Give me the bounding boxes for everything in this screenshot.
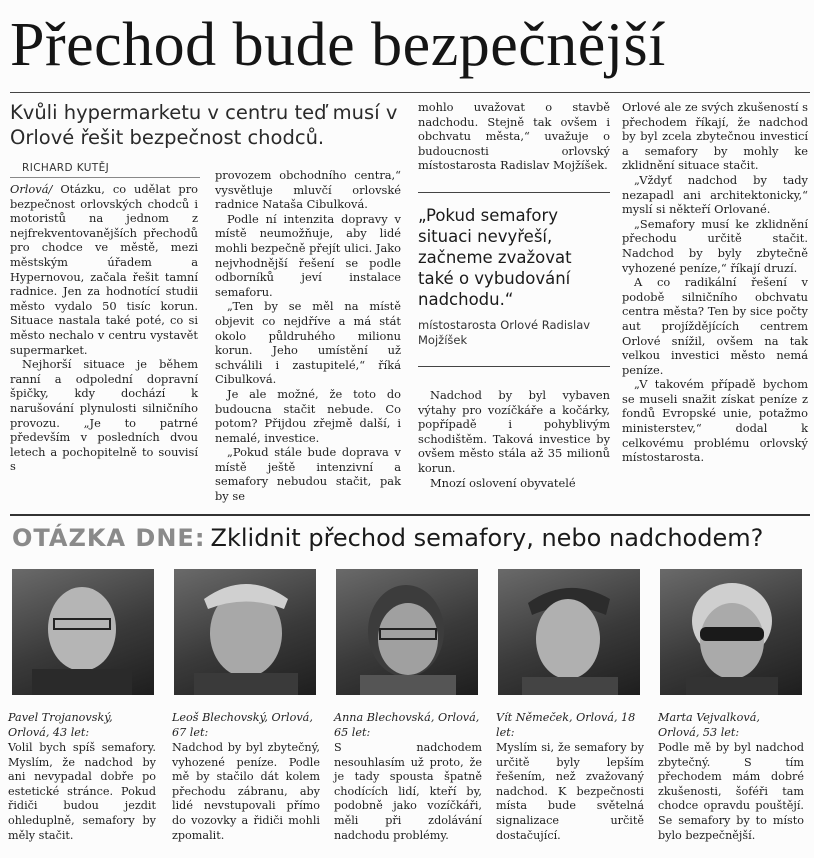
paragraph: „V takovém případě bychom se museli snažit získat peníze z fondů Evropské unie, potažmo ministerstev,“ dodal k celkovému problému orlovský místostarosta.	[622, 377, 808, 465]
question-of-the-day	[12, 524, 812, 562]
respondent-answer: Volil bych spíš semafory. Myslím, že nadchod by ani nevypadal dobře po estetické stránce. Pokud řidiči budou jezdit ohleduplně, semafory by měly stačit.	[8, 741, 156, 842]
article-column-2	[215, 168, 401, 504]
paragraph: Mnozí oslovení obyvatelé	[430, 475, 576, 490]
article-column-1	[10, 182, 198, 474]
respondent-answer: Podle mě by byl nadchod zbytečný. S tím přechodem mám dobré zkušenosti, šoféři tam chodce opravdu pouštějí. Se semafory by to místo bylo bezpečnější.	[658, 741, 804, 842]
article-headline: Přechod bude bezpečnější	[10, 11, 666, 79]
portrait-silhouette-icon	[660, 569, 802, 695]
article-column-3-top	[418, 100, 610, 173]
portrait-silhouette-icon	[336, 569, 478, 695]
paragraph: „Vždyť nadchod by tady nezapadl ani architektonicky,“ myslí si někteří Orlované.	[622, 172, 808, 217]
respondent-name: Anna Blechovská, Orlová, 65 let:	[334, 711, 480, 739]
byline: RICHARD KUTĚJ	[22, 162, 110, 174]
paragraph: Nadchod by byl vybaven výtahy pro vozíčkáře a kočárky, popřípadě i pohyblivým schodištěm. Taková investice by ovšem město stála až 35 milionů korun.	[418, 388, 610, 475]
pull-quote-attribution: místostarosta Orlové Radislav Mojžíšek	[418, 318, 591, 347]
respondent-name: Pavel Trojanovský, Orlová, 43 let:	[8, 711, 113, 739]
question-label: OTÁZKA DNE:	[12, 524, 206, 552]
pull-quote-bottom-rule	[418, 366, 610, 367]
dateline: Orlová/	[10, 182, 53, 196]
paragraph: provozem obchodního centra,“ vysvětluje mluvčí orlovské radnice Nataša Cibulková.	[215, 168, 401, 212]
paragraph: „Semafory musí ke zklidnění přechodu určitě stačit. Nadchod by byly zbytečně vyhozené peníze,“ říkají druzí.	[622, 216, 808, 275]
paragraph: A co radikální řešení v podobě silničního obchvatu centra města? Ten by sice počty aut projíždějících centrem Orlové snížil, ovšem na tak velkou investici město nemá peníze.	[622, 275, 808, 377]
paragraph: „Pokud stále bude doprava v místě ještě intenzivní a semafory nebudou stačit, pak by se	[215, 445, 401, 504]
respondent-name: Marta Vejvalková, Orlová, 53 let:	[658, 711, 760, 739]
portrait-silhouette-icon	[174, 569, 316, 695]
paragraph: mohlo uvažovat o stavbě nadchodu. Stejně tak ovšem i obchvatu města,“ uvažuje o budoucnosti orlovský místostarosta Radislav Mojžíšek.	[418, 100, 610, 173]
paragraph: Je ale možné, že toto do budoucna stačit nebude. Co potom? Přijdou zřejmě další, i nemalé, investice.	[215, 386, 401, 445]
paragraph: Podle ní intenzita dopravy v místě neumožňuje, aby lidé mohli bezpečně přejít ulici. Jako nejvhodnější řešení se podle odborníků jeví instalace semaforu.	[215, 211, 401, 299]
respondent-answer: Nadchod by byl zbytečný, vyhozené peníze. Podle mě by stačilo dát kolem přechodu zábranu, aby lidé nevstupovali přímo do vozovky a řidiči mohli zpomalit.	[172, 741, 320, 842]
paragraph: Nejhorší situace je během ranní a odpolední dopravní špičky, kdy dochází k narušování plynulosti silničního provozu. „Je to patrné především v posledních dvou letech a pochopitelně to souvisí s	[10, 357, 198, 474]
respondent-name: Leoš Blechovský, Orlová, 67 let:	[172, 711, 313, 739]
respondent-photo	[12, 569, 154, 695]
paragraph-text: Otázku, co udělat pro bezpečnost orlovských chodců i motoristů na jednom z nejfrekventovanějších přechodů pro chodce ve městě, mezi městským úřadem a Hypernovou, začala řešit tamní radnice. Jen za hodnotící studii město vydalo 50 tisíc korun. Situace nastala také poté, co si město nechalo v centru vystavět supermarket.	[10, 182, 198, 357]
article-column-4	[622, 100, 808, 465]
respondent-photo	[336, 569, 478, 695]
portrait-silhouette-icon	[12, 569, 154, 695]
article-deck: Kvůli hypermarketu v centru teď musí v Orlové řešit bezpečnost chodců.	[10, 101, 398, 149]
paragraph: „Ten by se měl na místě objevit co nejdříve a má stát okolo půldruhého milionu korun. Jeho umístění už schválili i zastupitelé,“ říká Cibulková.	[215, 299, 401, 387]
respondent-photo	[660, 569, 802, 695]
pull-quote: „Pokud semafory situaci nevyřeší, začneme zvažovat také o vybudování nadchodu.“	[418, 206, 572, 309]
headline-rule	[10, 92, 810, 93]
respondent-answer: Myslím si, že semafory by určitě byly lepším řešením, než zvažovaný nadchod. K bezpečnosti místa bude světelná signalizace určitě dostačující.	[496, 741, 644, 842]
question-text: Zklidnit přechod semafory, nebo nadchodem?	[210, 524, 764, 552]
article-column-3-bottom	[418, 388, 610, 490]
paragraph	[10, 182, 198, 357]
section-divider	[10, 514, 810, 516]
respondent-name: Vít Němeček, Orlová, 18 let:	[496, 711, 636, 739]
respondent-answer: S nadchodem nesouhlasím už proto, že je tady spousta špatně chodících lidí, kteří by, podobně jako vozíčkáři, měli při zdolávání nadchodu problémy.	[334, 741, 482, 842]
portrait-silhouette-icon	[498, 569, 640, 695]
byline-rule	[10, 177, 200, 178]
pull-quote-top-rule	[418, 192, 610, 193]
respondent-photo	[174, 569, 316, 695]
respondent-photo	[498, 569, 640, 695]
paragraph: Orlové ale ze svých zkušeností s přechodem říkají, že nadchod by byl zcela zbytečnou investicí a semafory by mohly ke zklidnění situace stačit.	[622, 100, 808, 173]
